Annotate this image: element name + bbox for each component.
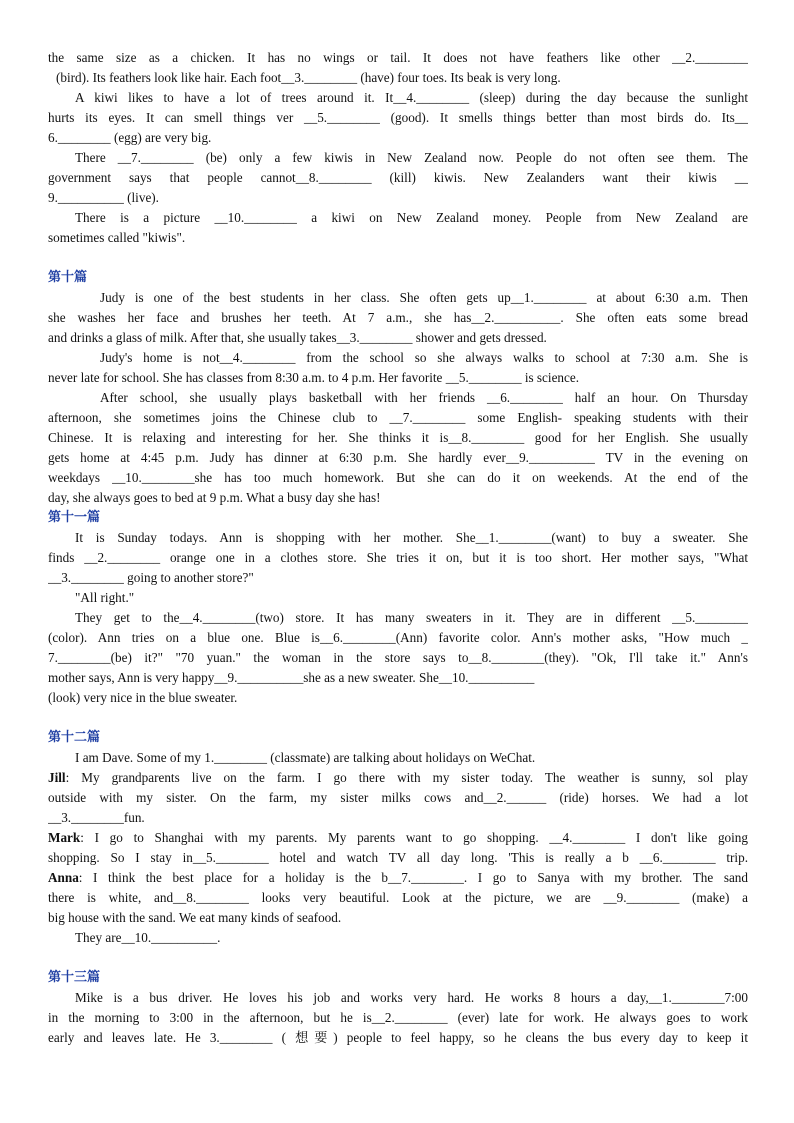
text-line: and drinks a glass of milk. After that, she usually takes__3.________ shower and gets dressed. [48, 330, 547, 345]
passage-9 [48, 48, 748, 248]
speaker-name: Anna [48, 870, 79, 885]
section-heading: 第十篇 [48, 270, 88, 285]
passage-13 [48, 968, 748, 1048]
dialogue-text: : I go to Shanghai with my parents. My parents want to go shopping. __4.________ I don't like going [80, 830, 748, 845]
text-line: They get to the__4.________(two) store. It has many sweaters in it. They are in different __5.________ [75, 610, 748, 625]
text-line: the same size as a chicken. It has no wings or tail. It does not have feathers like other __2.________ [48, 50, 748, 65]
text-line: (look) very nice in the blue sweater. [48, 690, 238, 705]
text-line: Judy's home is not__4.________ from the school so she always walks to school at 7:30 a.m. She is [100, 350, 748, 365]
text-line: (color). Ann tries on a blue one. Blue is__6.________(Ann) favorite color. Ann's mother asks, "How much _ [48, 630, 748, 645]
text-line: finds __2.________ orange one in a clothes store. She tries it on, but it is too short. Her mother says, "What [48, 550, 748, 565]
text-line: "All right." [75, 590, 135, 605]
text-line: Mike is a bus driver. He loves his job and works very hard. He works 8 hours a day,__1.________7:00 [75, 990, 748, 1005]
text-line: (bird). Its feathers look like hair. Each foot__3.________ (have) four toes. Its beak is very long. [56, 70, 561, 85]
text-line: I am Dave. Some of my 1.________ (classmate) are talking about holidays on WeChat. [75, 750, 536, 765]
text-line: outside with my sister. On the farm, my sister milks cows and__2.______ (ride) horses. We had a lot [48, 790, 748, 805]
text-line: she washes her face and brushes her teeth. At 7 a.m., she has__2.__________. She often eats some bread [48, 310, 748, 325]
text-line: __3.________ going to another store?" [48, 570, 254, 585]
text-line [48, 768, 748, 788]
text-line: After school, she usually plays basketball with her friends __6.________ half an hour. On Thursday [100, 390, 748, 405]
text-line: They are__10.__________. [75, 930, 221, 945]
text-line: There is a picture __10.________ a kiwi on New Zealand money. People from New Zealand are [75, 210, 748, 225]
text-line: hurts its eyes. It can smell things ver __5.________ (good). It smells things better than most birds do. Its__ [48, 110, 748, 125]
text-line [48, 828, 748, 848]
text-line: Judy is one of the best students in her class. She often gets up__1.________ at about 6:30 a.m. Then [100, 290, 748, 305]
speaker-name: Mark [48, 830, 81, 845]
section-heading: 第十三篇 [48, 970, 101, 985]
text-line: never late for school. She has classes from 8:30 a.m. to 4 p.m. Her favorite __5.________ is science. [48, 370, 580, 385]
text-line: afternoon, she sometimes joins the Chinese club to __7.________ some English- speaking students with their [48, 410, 748, 425]
speaker-name: Jill [48, 770, 66, 785]
text-line: early and leaves late. He 3.________ ( 想要) people to feel happy, so he cleans the bus every day to keep it [48, 1030, 748, 1045]
passage-11 [48, 508, 748, 708]
text-line: 6.________ (egg) are very big. [48, 130, 212, 145]
text-line: Chinese. It is relaxing and interesting for her. She thinks it is__8.________ good for her English. She usually [48, 430, 748, 445]
text-line: big house with the sand. We eat many kinds of seafood. [48, 910, 342, 925]
text-line: 7.________(be) it?" "70 yuan." the woman in the store says to__8.________(they). "Ok, I'll take it." Ann's [48, 650, 748, 665]
dialogue-text: : I think the best place for a holiday is the b__7.________. I go to Sanya with my brother. The sand [78, 870, 748, 885]
text-line: It is Sunday todays. Ann is shopping with her mother. She__1.________(want) to buy a sweater. She [75, 530, 748, 545]
text-line: mother says, Ann is very happy__9.__________she as a new sweater. She__10.__________ [48, 670, 535, 685]
text-line: sometimes called "kiwis". [48, 230, 186, 245]
text-line: __3.________fun. [48, 810, 145, 825]
text-line: There __7.________ (be) only a few kiwis in New Zealand now. People do not often see them. The [75, 150, 748, 165]
text-line: there is white, and__8.________ looks very beautiful. Look at the picture, we are __9.________ (make) a [48, 890, 748, 905]
text-line: gets home at 4:45 p.m. Judy has dinner at 6:30 p.m. She hardly ever__9.__________ TV in the evening on [48, 450, 748, 465]
text-line: A kiwi likes to have a lot of trees around it. It__4.________ (sleep) during the day because the sunlight [75, 90, 748, 105]
passage-10 [48, 268, 748, 508]
text-line: day, she always goes to bed at 9 p.m. What a busy day she has! [48, 490, 381, 505]
text-line [48, 868, 748, 888]
text-line: shopping. So I stay in__5.________ hotel and watch TV all day long. 'This is really a b __6.________ trip. [48, 850, 748, 865]
passage-12 [48, 728, 748, 948]
text-line: 9.__________ (live). [48, 190, 159, 205]
text-line: government says that people cannot__8.________ (kill) kiwis. New Zealanders want their kiwis __ [48, 170, 748, 185]
section-heading: 第十二篇 [48, 730, 101, 745]
dialogue-text: : My grandparents live on the farm. I go there with my sister today. The weather is sunny, sol play [65, 770, 748, 785]
worksheet-page [48, 48, 748, 1048]
text-line: weekdays __10.________she has too much homework. But she can do it on weekends. At the end of the [48, 470, 748, 485]
section-heading: 第十一篇 [48, 510, 101, 525]
text-line: in the morning to 3:00 in the afternoon, but he is__2.________ (ever) late for work. He always goes to work [48, 1010, 748, 1025]
